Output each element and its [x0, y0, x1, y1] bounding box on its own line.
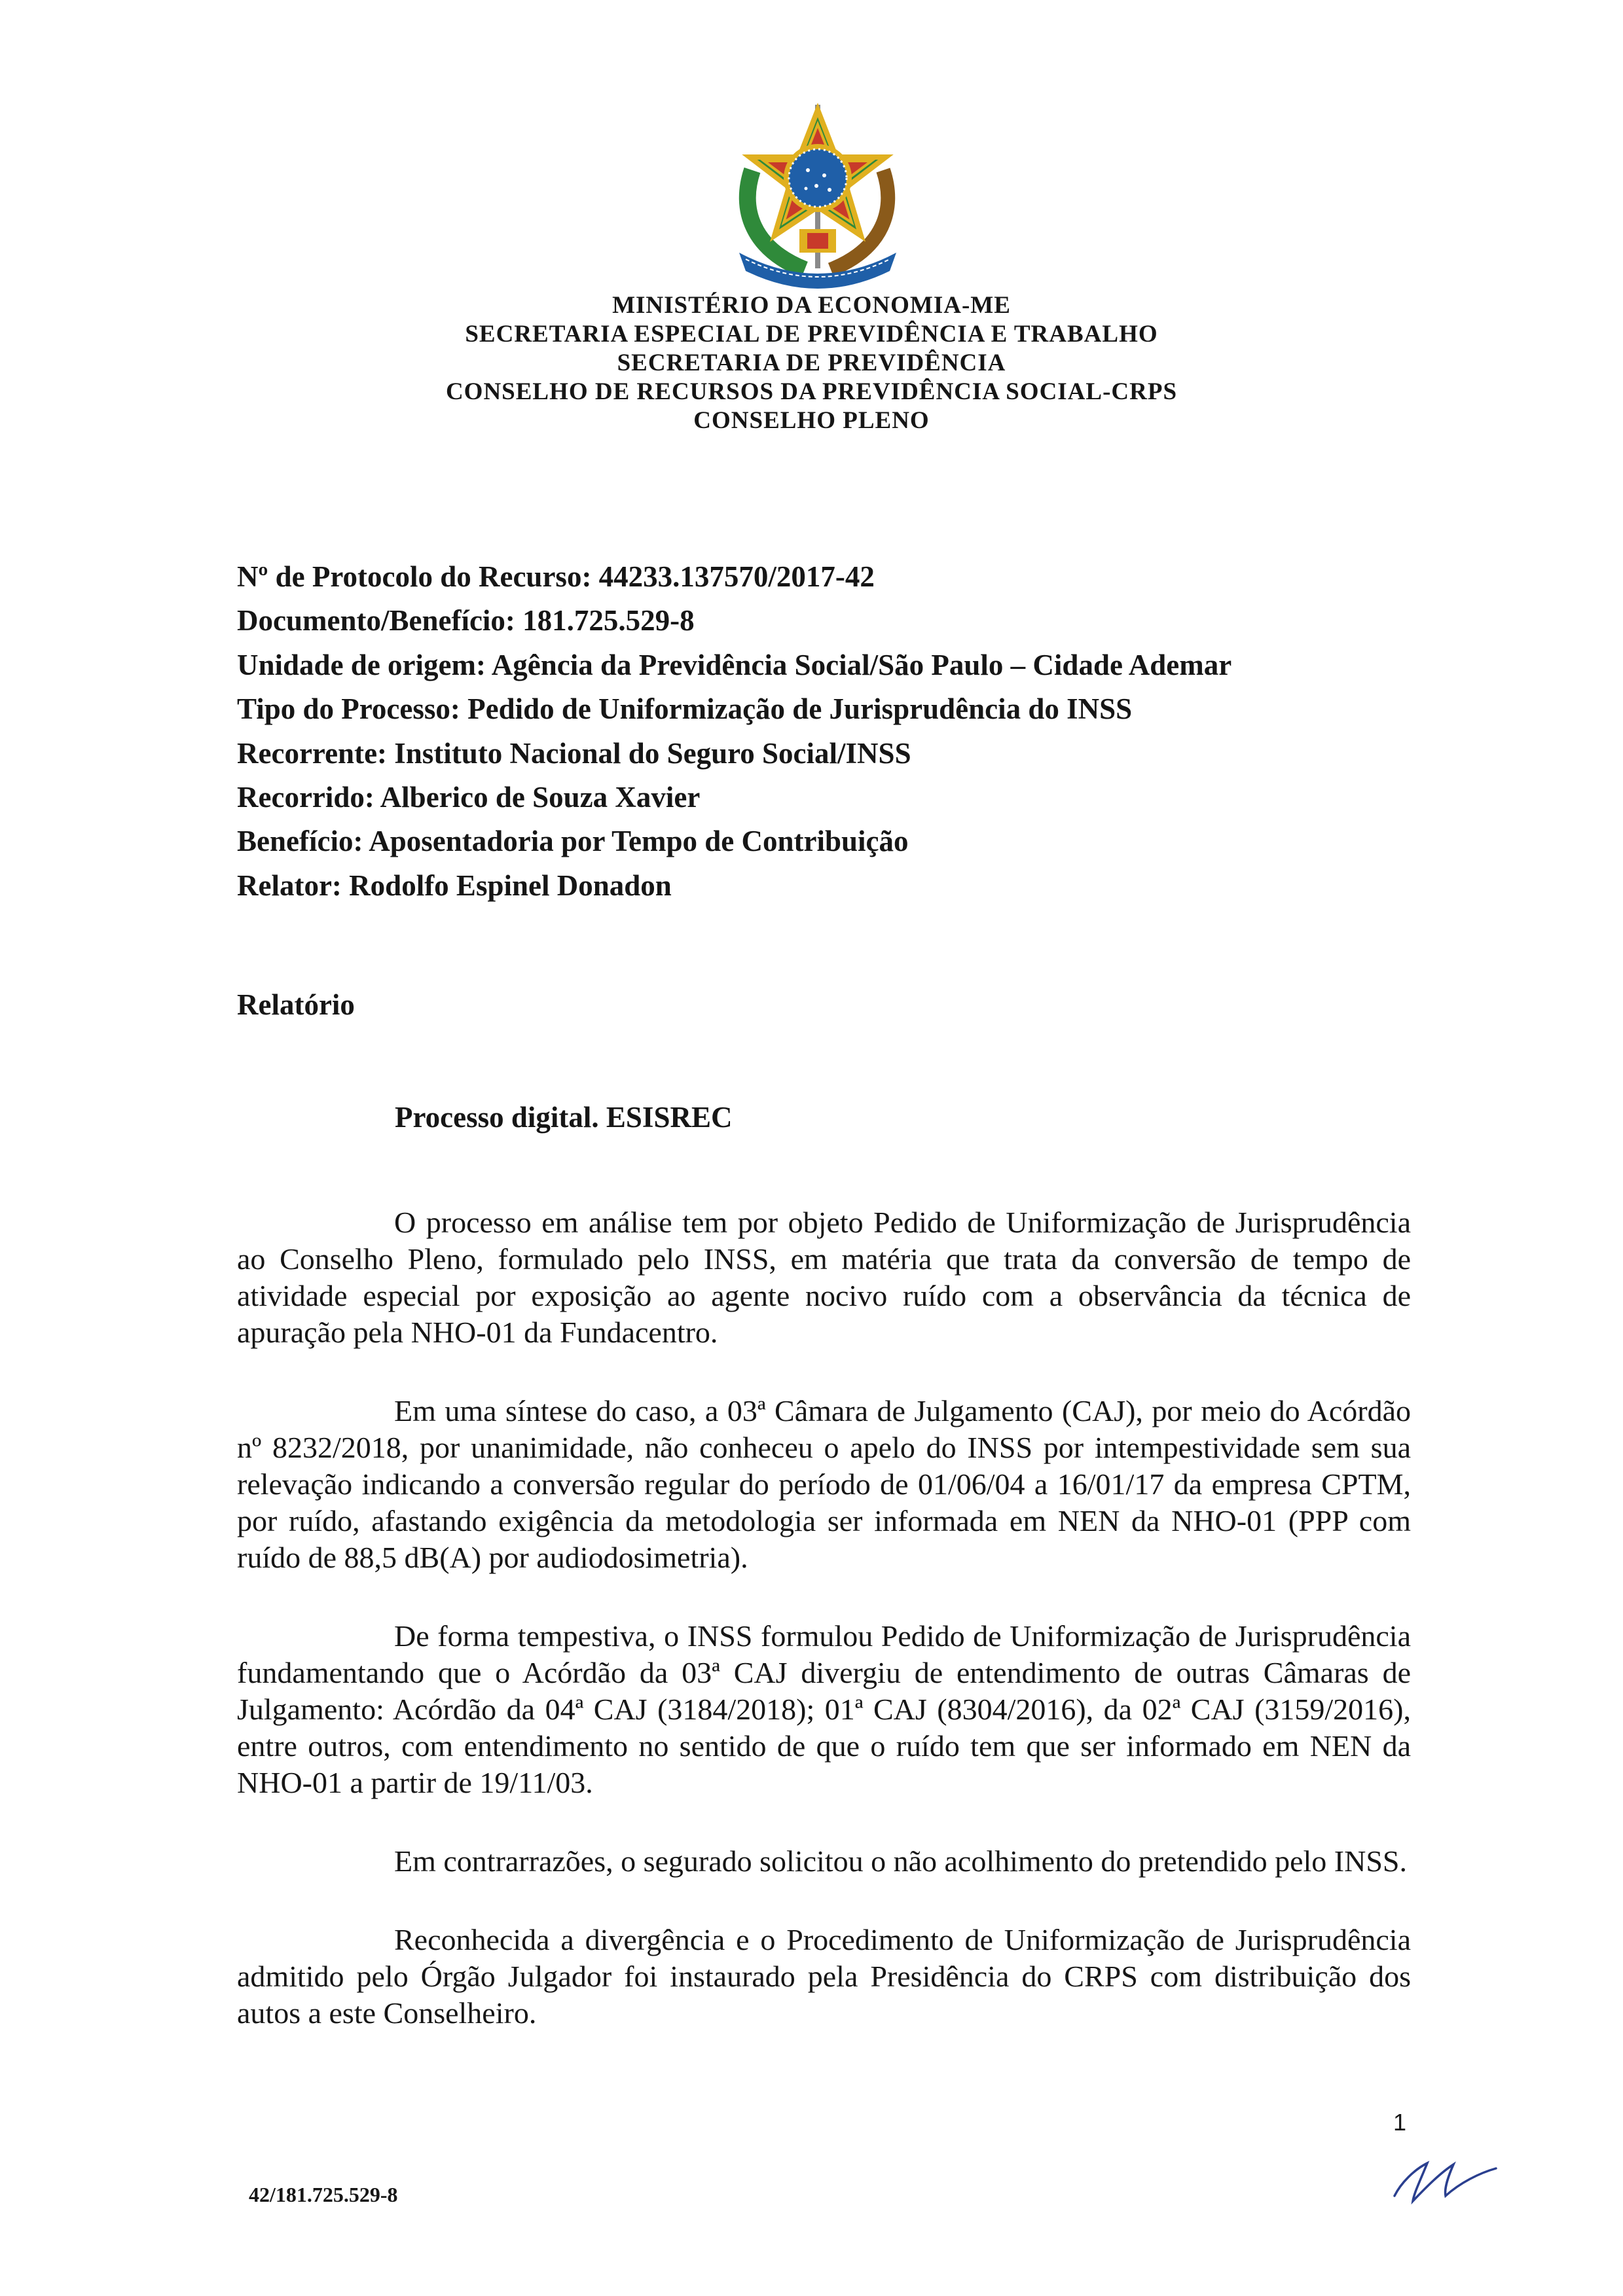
header-plenary: CONSELHO PLENO	[693, 407, 930, 434]
process-type: Tipo do Processo: Pedido de Uniformização de Jurisprudência do INSS	[237, 692, 1133, 726]
brazil-coat-of-arms-icon	[726, 98, 909, 295]
section-subtitle: Processo digital. ESISREC	[395, 1101, 733, 1134]
body-paragraph: Em contrarrazões, o segurado solicitou o não acolhimento do pretendido pelo INSS.	[394, 1844, 1407, 1878]
body-paragraph: O processo em análise tem por objeto Pedido de Uniformização de Jurisprudência ao Conselho Pleno, formulado pelo INSS, em matéria que trata da conversão de tempo de atividade especial por exposição ao agente nocivo ruído com a observância da técnica de apuração pela NHO-01 da Fundacentro.	[237, 1206, 1411, 1349]
header-ministry: MINISTÉRIO DA ECONOMIA-ME	[612, 292, 1011, 319]
origin-unit: Unidade de origem: Agência da Previdência Social/São Paulo – Cidade Ademar	[237, 648, 1232, 681]
header-council: CONSELHO DE RECURSOS DA PREVIDÊNCIA SOCIAL-CRPS	[445, 378, 1178, 405]
footer-document-ref: 42/181.725.529-8	[249, 2183, 398, 2206]
signature-initials-icon	[1381, 2150, 1499, 2209]
protocol-number: Nº de Protocolo do Recurso: 44233.137570/2017-42	[237, 560, 875, 593]
header-secretariat: SECRETARIA DE PREVIDÊNCIA	[617, 350, 1006, 376]
institution-header	[0, 291, 1623, 435]
page-number: 1	[1393, 2109, 1407, 2136]
body-paragraph: Reconhecida a divergência e o Procedimento de Uniformização de Jurisprudência admitido pelo Órgão Julgador foi instaurado pela Presidência do CRPS com distribuição dos autos a este Conselheiro.	[237, 1923, 1411, 2030]
appellee: Recorrido: Alberico de Souza Xavier	[237, 781, 701, 814]
appellant: Recorrente: Instituto Nacional do Seguro Social/INSS	[237, 736, 911, 770]
section-title: Relatório	[237, 988, 355, 1021]
header-special-secretariat: SECRETARIA ESPECIAL DE PREVIDÊNCIA E TRABALHO	[465, 321, 1158, 348]
benefit-type: Benefício: Aposentadoria por Tempo de Contribuição	[237, 825, 909, 858]
document-benefit: Documento/Benefício: 181.725.529-8	[237, 604, 695, 637]
body-paragraph: Em uma síntese do caso, a 03ª Câmara de Julgamento (CAJ), por meio do Acórdão nº 8232/2018, por unanimidade, não conheceu o apelo do INSS por intempestividade sem sua relevação indicando a conversão regular do período de 01/06/04 a 16/01/17 da empresa CPTM, por ruído, afastando exigência da metodologia ser informada em NEN da NHO-01 (PPP com ruído de 88,5 dB(A) por audiodosimetria).	[237, 1394, 1411, 1574]
rapporteur: Relator: Rodolfo Espinel Donadon	[237, 869, 672, 902]
report-body	[237, 1204, 1411, 2073]
case-info	[237, 555, 1415, 908]
body-paragraph: De forma tempestiva, o INSS formulou Pedido de Uniformização de Jurisprudência fundamentando que o Acórdão da 03ª CAJ divergiu de entendimento de outras Câmaras de Julgamento: Acórdão da 04ª CAJ (3184/2018); 01ª CAJ (8304/2016), da 02ª CAJ (3159/2016), entre outros, com entendimento no sentido de que o ruído tem que ser informado em NEN da NHO-01 a partir de 19/11/03.	[237, 1619, 1411, 1799]
